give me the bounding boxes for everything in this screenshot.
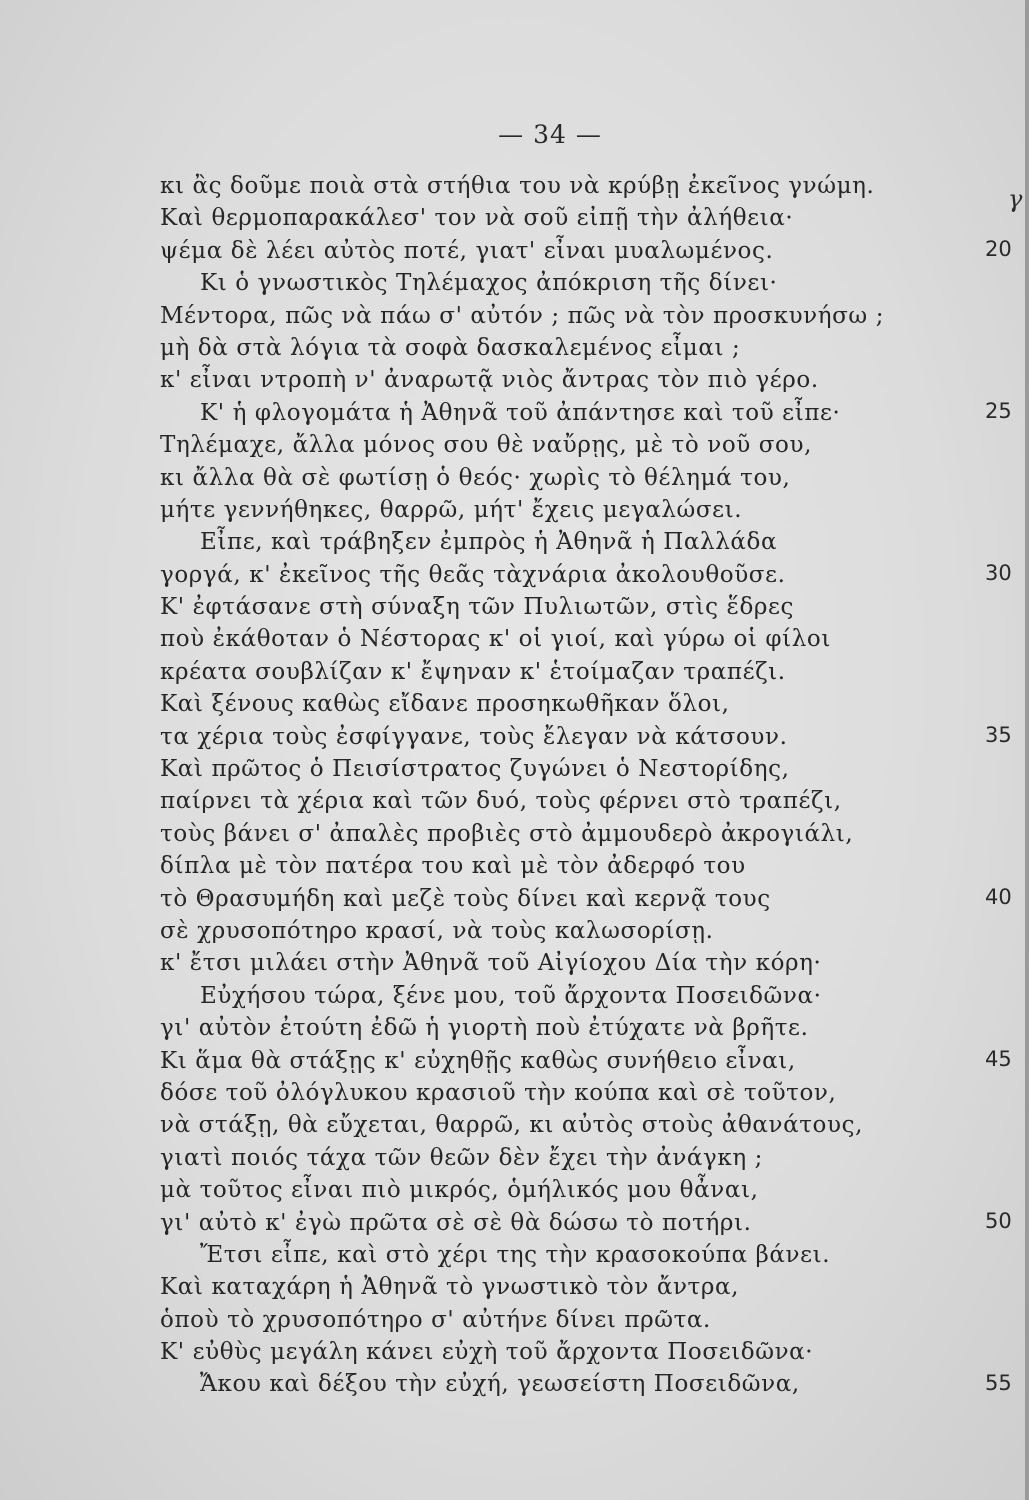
line-number: 40 (985, 884, 1012, 909)
verse-line: Καὶ θερμοπαρακάλεσ' τον νὰ σοῦ εἰπῇ τὴν ἀλήθεια· (160, 205, 794, 232)
verse-line: κ' ἔτσι μιλάει στὴν Ἀθηνᾶ τοῦ Αἰγίοχου Δία τὴν κόρη· (160, 950, 822, 977)
verse-line: μήτε γεννήθηκες, θαρρῶ, μήτ' ἔχεις μεγαλώσει. (160, 496, 743, 523)
verse-block (160, 170, 980, 1401)
line-number: 55 (985, 1370, 1012, 1395)
verse-line: ὁποὺ τὸ χρυσοπότηρο σ' αὐτήνε δίνει πρῶτα. (160, 1306, 711, 1333)
verse-line: παίρνει τὰ χέρια καὶ τῶν δυό, τοὺς φέρνει στὸ τραπέζι, (160, 788, 842, 815)
verse-line: Καὶ καταχάρη ἡ Ἀθηνᾶ τὸ γνωστικὸ τὸν ἄντρα, (160, 1274, 740, 1301)
verse-line: Μέντορα, πῶς νὰ πάω σ' αὐτόν ; πῶς νὰ τὸν προσκυνήσω ; (160, 302, 885, 329)
verse-line: Καὶ ξένους καθὼς εἴδανε προσηκωθῆκαν ὅλοι, (160, 691, 730, 718)
verse-line: δόσε τοῦ ὀλόγλυκου κρασιοῦ τὴν κούπα καὶ σὲ τοῦτον, (160, 1079, 837, 1106)
verse-line: Κ' ἡ φλογομάτα ἡ Ἀθηνᾶ τοῦ ἀπάντησε καὶ τοῦ εἶπε· (200, 399, 841, 426)
verse-line: Κι ὁ γνωστικὸς Τηλέμαχος ἀπόκριση τῆς δίνει· (200, 270, 778, 297)
verse-line: κ' εἶναι ντροπὴ ν' ἀναρωτᾷ νιὸς ἄντρας τὸν πιὸ γέρο. (160, 367, 819, 394)
verse-line: Καὶ πρῶτος ὁ Πεισίστρατος ζυγώνει ὁ Νεστορίδης, (160, 756, 790, 783)
verse-line: κρέατα σουβλίζαν κ' ἔψηναν κ' ἑτοίμαζαν τραπέζι. (160, 658, 786, 685)
verse-line: σὲ χρυσοπότηρο κρασί, νὰ τοὺς καλωσορίσῃ. (160, 917, 714, 944)
verse-line: Κ' εὐθὺς μεγάλη κάνει εὐχὴ τοῦ ἄρχοντα Ποσειδῶνα· (160, 1339, 814, 1366)
verse-line: τοὺς βάνει σ' ἀπαλὲς προβιὲς στὸ ἀμμουδερὸ ἀκρογιάλι, (160, 820, 854, 847)
line-number: 30 (985, 560, 1012, 585)
verse-line: κι ἂς δοῦμε ποιὰ στὰ στήθια του νὰ κρύβῃ ἐκεῖνος γνώμη. (160, 173, 875, 199)
verse-line: ψέμα δὲ λέει αὐτὸς ποτέ, γιατ' εἶναι μυαλωμένος. (160, 237, 774, 264)
verse-line: νὰ στάξῃ, θὰ εὔχεται, θαρρῶ, κι αὐτὸς στοὺς ἀθανάτους, (160, 1112, 863, 1139)
verse-line: κι ἄλλα θὰ σὲ φωτίσῃ ὁ θεός· χωρὶς τὸ θέλημά του, (160, 464, 791, 491)
verse-line: Εἶπε, καὶ τράβηξεν ἐμπρὸς ἡ Ἀθηνᾶ ἡ Παλλάδα (200, 529, 778, 556)
page-edge (1025, 0, 1029, 1500)
line-number: 25 (985, 398, 1012, 423)
line-number: 35 (985, 722, 1012, 747)
verse-line: τὸ Θρασυμήδη καὶ μεζὲ τοὺς δίνει καὶ κερνᾷ τους (160, 885, 771, 912)
verse-line: Τηλέμαχε, ἄλλα μόνος σου θὲ ναὔρῃς, μὲ τὸ νοῦ σου, (160, 432, 812, 459)
verse-line: δίπλα μὲ τὸν πατέρα του καὶ μὲ τὸν ἀδερφό του (160, 853, 746, 880)
verse-line: Ἄκου καὶ δέξου τὴν εὐχή, γεωσείστη Ποσειδῶνα, (200, 1371, 800, 1398)
verse-line: γοργά, κ' ἐκεῖνος τῆς θεᾶς τὰχνάρια ἀκολουθοῦσε. (160, 561, 786, 588)
verse-line: τα χέρια τοὺς ἐσφίγγανε, τοὺς ἔλεγαν νὰ κάτσουν. (160, 723, 788, 750)
verse-line: γι' αὐτὸν ἐτούτη ἐδῶ ἡ γιορτὴ ποὺ ἐτύχατε νὰ βρῆτε. (160, 1015, 809, 1042)
section-mark: γ (1008, 185, 1023, 213)
verse-line: γιατὶ ποιός τάχα τῶν θεῶν δὲν ἔχει τὴν ἀνάγκη ; (160, 1144, 763, 1171)
verse-line: ποὺ ἐκάθοταν ὁ Νέστορας κ' οἱ γιοί, καὶ γύρω οἱ φίλοι (160, 626, 831, 653)
verse-line: μὰ τοῦτος εἶναι πιὸ μικρός, ὁμήλικός μου θἆναι, (160, 1177, 759, 1204)
line-number: 20 (985, 236, 1012, 261)
verse-line: Εὐχήσου τώρα, ξένε μου, τοῦ ἄρχοντα Ποσειδῶνα· (200, 982, 822, 1009)
verse-line: Ἔτσι εἶπε, καὶ στὸ χέρι της τὴν κρασοκούπα βάνει. (200, 1241, 831, 1268)
verse-line: Κ' ἐφτάσανε στὴ σύναξη τῶν Πυλιωτῶν, στὶς ἕδρες (160, 594, 795, 621)
verse-line: Κι ἅμα θὰ στάξῃς κ' εὐχηθῇς καθὼς συνήθειο εἶναι, (160, 1047, 796, 1074)
page-number: — 34 — (498, 120, 602, 149)
verse-line: γι' αὐτὸ κ' ἐγὼ πρῶτα σὲ σὲ θὰ δώσω τὸ ποτήρι. (160, 1209, 752, 1236)
line-number: 50 (985, 1208, 1012, 1233)
line-number: 45 (985, 1046, 1012, 1071)
verse-line: μὴ δὰ στὰ λόγια τὰ σοφὰ δασκαλεμένος εἶμαι ; (160, 334, 741, 361)
